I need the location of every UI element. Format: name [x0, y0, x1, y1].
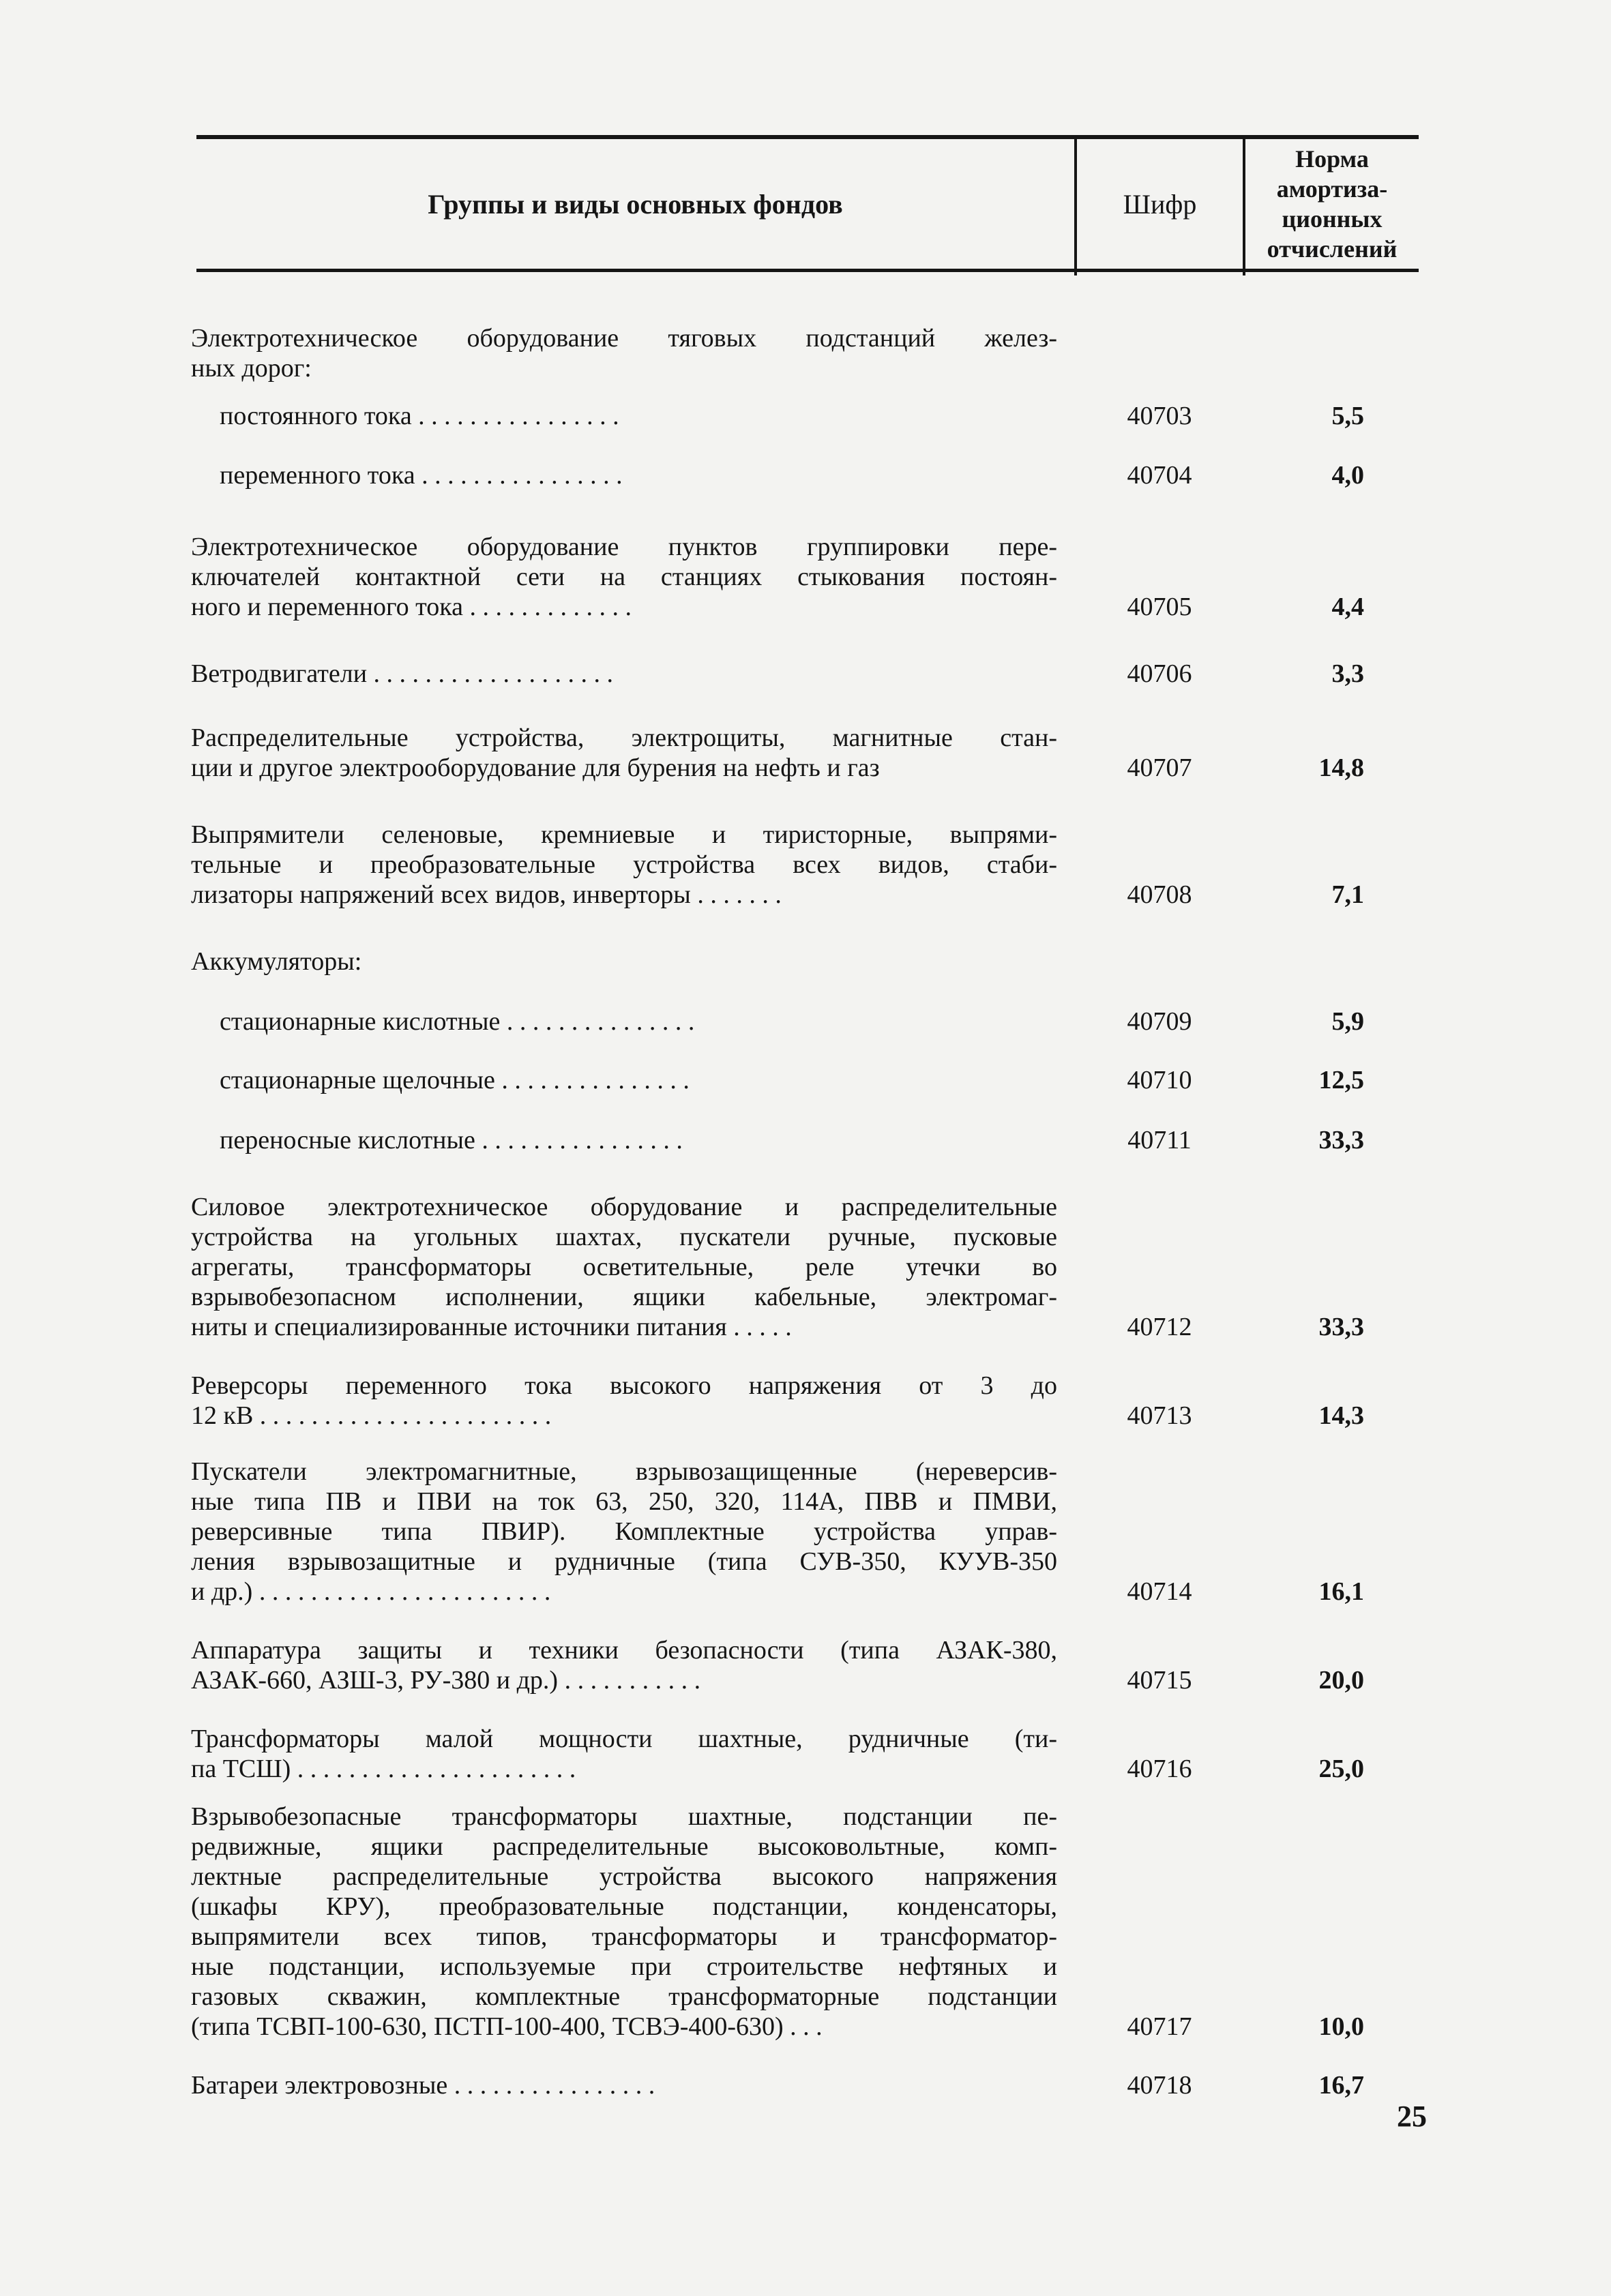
- description-line: Реверсоры переменного тока высокого напряжения от 3 до: [191, 1371, 1057, 1400]
- row-norm: 33,3: [1318, 1313, 1364, 1341]
- row-norm: 12,5: [1318, 1066, 1364, 1094]
- row-norm: 33,3: [1318, 1126, 1364, 1154]
- row-norm: 14,3: [1318, 1401, 1364, 1430]
- description-line: па ТСШ) . . . . . . . . . . . . . . . . . . . . . .: [191, 1755, 576, 1783]
- description-line: переменного тока . . . . . . . . . . . . . . . .: [220, 461, 623, 490]
- description-line: ключателей контактной сети на станциях стыкования постоян-: [191, 563, 1057, 591]
- description-line: Электротехническое оборудование тяговых подстанций желез-: [191, 324, 1057, 353]
- description-line: стационарные щелочные . . . . . . . . . . . . . . .: [220, 1066, 690, 1094]
- row-code: 40706: [1127, 659, 1192, 688]
- description-line: Электротехническое оборудование пунктов группировки пере-: [191, 533, 1057, 561]
- row-code: 40710: [1127, 1066, 1192, 1094]
- row-description: [191, 2070, 1057, 2100]
- row-description: [191, 820, 1057, 910]
- description-line: ных дорог:: [191, 354, 312, 383]
- description-line: переносные кислотные . . . . . . . . . . . . . . . .: [220, 1126, 683, 1154]
- description-line: Взрывобезопасные трансформаторы шахтные, подстанции пе-: [191, 1802, 1057, 1831]
- row-norm: 3,3: [1331, 659, 1364, 688]
- header-norm-line: амортиза-: [1276, 175, 1388, 203]
- description-line: агрегаты, трансформаторы осветительные, реле утечки во: [191, 1253, 1057, 1281]
- description-line: Выпрямители селеновые, кремниевые и тиристорные, выпрями-: [191, 820, 1057, 849]
- row-code: 40703: [1127, 402, 1192, 430]
- row-description: [191, 1724, 1057, 1784]
- row-code: 40717: [1127, 2012, 1192, 2041]
- row-norm: 7,1: [1331, 880, 1364, 909]
- row-description: [191, 946, 1057, 976]
- description-line: взрывобезопасном исполнении, ящики кабельные, электромаг-: [191, 1283, 1057, 1311]
- row-code: 40712: [1127, 1313, 1192, 1341]
- description-line: и др.) . . . . . . . . . . . . . . . . . . . . . . .: [191, 1577, 551, 1606]
- row-description: [191, 532, 1057, 622]
- row-description: [220, 1007, 1057, 1037]
- description-line: выпрямители всех типов, трансформаторы и трансформатор-: [191, 1922, 1057, 1951]
- row-norm: 25,0: [1318, 1755, 1364, 1783]
- description-line: Пускатели электромагнитные, взрывозащищенные (нереверсив-: [191, 1457, 1057, 1486]
- row-description: [191, 1802, 1057, 2042]
- description-line: лектные распределительные устройства высокого напряжения: [191, 1862, 1057, 1891]
- header-norm-line: отчислений: [1267, 235, 1398, 263]
- description-line: ного и переменного тока . . . . . . . . . . . . .: [191, 593, 632, 621]
- description-line: ниты и специализированные источники питания . . . . .: [191, 1313, 792, 1341]
- header-norm-line: Норма: [1295, 145, 1369, 173]
- row-code: 40709: [1127, 1007, 1192, 1036]
- row-description: [191, 1457, 1057, 1607]
- description-line: редвижные, ящики распределительные высоковольтные, комп-: [191, 1832, 1057, 1861]
- description-line: ные подстанции, используемые при строительстве нефтяных и: [191, 1952, 1057, 1981]
- row-code: 40715: [1127, 1666, 1192, 1695]
- row-description: [220, 401, 1057, 431]
- description-line: Силовое электротехническое оборудование и распределительные: [191, 1193, 1057, 1221]
- row-code: 40704: [1127, 461, 1192, 490]
- table-header-rule: [196, 269, 1419, 272]
- row-norm: 5,9: [1331, 1007, 1364, 1036]
- row-code: 40718: [1127, 2071, 1192, 2100]
- description-line: Распределительные устройства, электрощиты, магнитные стан-: [191, 724, 1057, 752]
- row-description: [191, 723, 1057, 783]
- row-code: 40705: [1127, 593, 1192, 621]
- row-norm: 20,0: [1318, 1666, 1364, 1695]
- row-code: 40707: [1127, 754, 1192, 782]
- row-norm: 14,8: [1318, 754, 1364, 782]
- row-code: 40713: [1127, 1401, 1192, 1430]
- description-line: стационарные кислотные . . . . . . . . . . . . . . .: [220, 1007, 695, 1036]
- row-norm: 16,7: [1318, 2071, 1364, 2100]
- description-line: Трансформаторы малой мощности шахтные, рудничные (ти-: [191, 1725, 1057, 1753]
- row-code: 40714: [1127, 1577, 1192, 1606]
- row-description: [191, 659, 1057, 689]
- description-line: лизаторы напряжений всех видов, инверторы . . . . . . .: [191, 880, 782, 909]
- row-description: [220, 1125, 1057, 1155]
- row-norm: 4,4: [1331, 593, 1364, 621]
- description-line: Аппаратура защиты и техники безопасности (типа АЗАК-380,: [191, 1636, 1057, 1665]
- description-line: устройства на угольных шахтах, пускатели ручные, пусковые: [191, 1223, 1057, 1251]
- description-line: (типа ТСВП-100-630, ПСТП-100-400, ТСВЭ-400-630) . . .: [191, 2012, 823, 2041]
- row-description: [220, 1065, 1057, 1095]
- row-description: [191, 1192, 1057, 1342]
- description-line: постоянного тока . . . . . . . . . . . . . . . .: [220, 402, 619, 430]
- description-line: (шкафы КРУ), преобразовательные подстанции, конденсаторы,: [191, 1892, 1057, 1921]
- row-norm: 5,5: [1331, 402, 1364, 430]
- description-line: Батареи электровозные . . . . . . . . . . . . . . . .: [191, 2071, 655, 2100]
- row-code: 40708: [1127, 880, 1192, 909]
- description-line: газовых скважин, комплектные трансформаторные подстанции: [191, 1982, 1057, 2011]
- description-line: ления взрывозащитные и рудничные (типа СУВ-350, КУУВ-350: [191, 1547, 1057, 1576]
- header-groups: Группы и виды основных фондов: [428, 188, 843, 220]
- row-description: [220, 460, 1057, 490]
- row-norm: 16,1: [1318, 1577, 1364, 1606]
- description-line: 12 кВ . . . . . . . . . . . . . . . . . . . . . . .: [191, 1401, 552, 1430]
- row-code: 40716: [1127, 1755, 1192, 1783]
- page-number: 25: [1397, 2100, 1427, 2133]
- row-description: [191, 1635, 1057, 1695]
- description-line: АЗАК-660, АЗШ-3, РУ-380 и др.) . . . . . . . . . . .: [191, 1666, 701, 1695]
- row-norm: 10,0: [1318, 2012, 1364, 2041]
- row-code: 40711: [1127, 1126, 1192, 1154]
- row-description: [191, 323, 1057, 383]
- header-norm-line: ционных: [1282, 205, 1383, 233]
- description-line: Ветродвигатели . . . . . . . . . . . . . . . . . . .: [191, 659, 614, 688]
- header-code: Шифр: [1123, 188, 1197, 220]
- description-line: реверсивные типа ПВИР). Комплектные устройства управ-: [191, 1517, 1057, 1546]
- row-description: [191, 1371, 1057, 1431]
- description-line: ции и другое электрооборудование для бурения на нефть и газ: [191, 754, 880, 782]
- description-line: ные типа ПВ и ПВИ на ток 63, 250, 320, 114А, ПВВ и ПМВИ,: [191, 1487, 1057, 1516]
- row-norm: 4,0: [1331, 461, 1364, 490]
- description-line: тельные и преобразовательные устройства всех видов, стаби-: [191, 850, 1057, 879]
- description-line: Аккумуляторы:: [191, 947, 362, 976]
- header-norm: [1245, 139, 1419, 269]
